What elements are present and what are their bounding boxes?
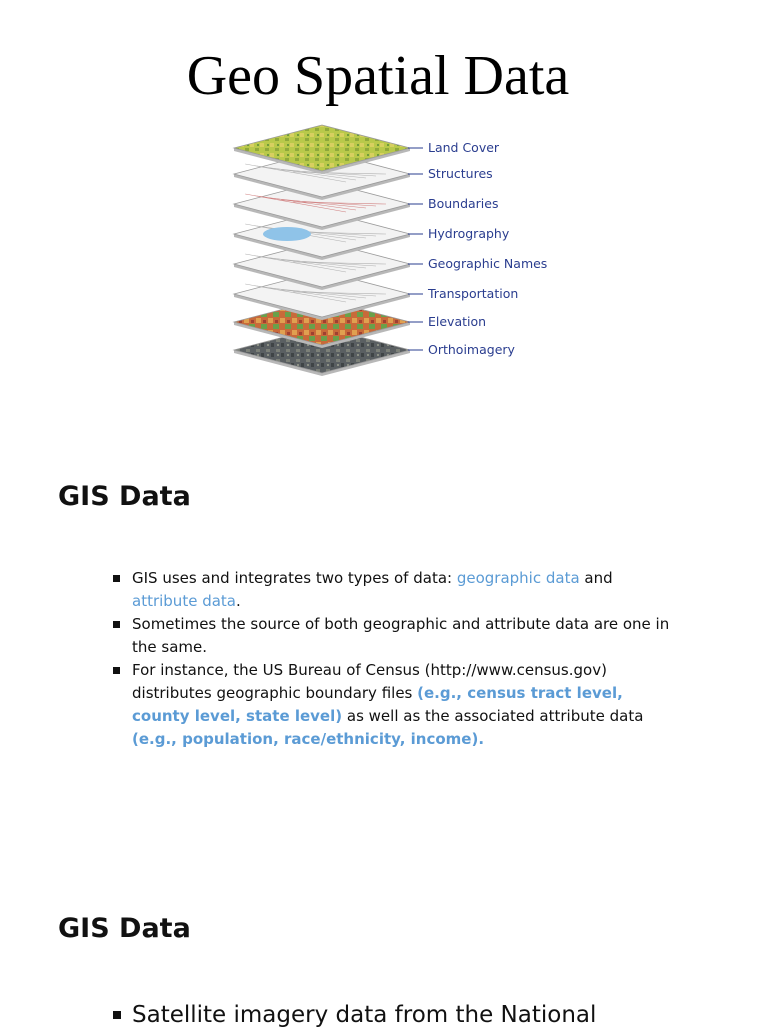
bullet-same-source [110, 613, 680, 659]
bullet-text: GIS uses and integrates two types of data: [132, 569, 457, 587]
bullet-text: and [579, 569, 613, 587]
bullet-census-example [110, 659, 680, 751]
layer-label-structures: Structures [428, 166, 493, 181]
layer-stack [234, 125, 410, 376]
section-heading-gis-data-2: GIS Data [58, 913, 191, 944]
layer-label-orthoimagery: Orthoimagery [428, 342, 515, 357]
boundary-levels-example: (e.g., census tract level, county level, state level) [132, 684, 623, 725]
layer-labels [408, 140, 547, 357]
layer-label-land-cover: Land Cover [428, 140, 500, 155]
gis-data-bullet-list [110, 567, 680, 751]
gis-data-bullet-list-2 [110, 998, 710, 1032]
attribute-data-term: attribute data [132, 592, 236, 610]
layer-label-elevation: Elevation [428, 314, 487, 329]
map-layers-figure [225, 108, 555, 393]
bullet-text: Sometimes the source of both geographic and attribute data are one in the same. [132, 615, 670, 656]
square-bullet-icon [113, 667, 120, 674]
slide-title: Geo Spatial Data [186, 45, 570, 107]
square-bullet-icon [113, 621, 120, 628]
layer-label-hydrography: Hydrography [428, 226, 510, 241]
bullet-text: Satellite imagery data from the National [132, 1002, 597, 1028]
bullet-text: For instance, the US Bureau of Census (http://www.census.gov) distributes geographic boundary files [132, 661, 607, 702]
layer-label-geographic-names: Geographic Names [428, 256, 548, 271]
section-heading-gis-data: GIS Data [58, 481, 191, 512]
square-bullet-icon [113, 1011, 121, 1019]
bullet-text: as well as the associated attribute data [342, 707, 644, 725]
layer-label-transportation: Transportation [428, 286, 519, 301]
geographic-data-term: geographic data [456, 569, 580, 587]
attribute-examples: (e.g., population, race/ethnicity, income). [132, 730, 485, 748]
bullet-text: . [235, 592, 241, 610]
square-bullet-icon [113, 575, 120, 582]
layer-label-boundaries: Boundaries [428, 196, 499, 211]
bullet-satellite-imagery [110, 998, 710, 1032]
bullet-data-types [110, 567, 680, 613]
